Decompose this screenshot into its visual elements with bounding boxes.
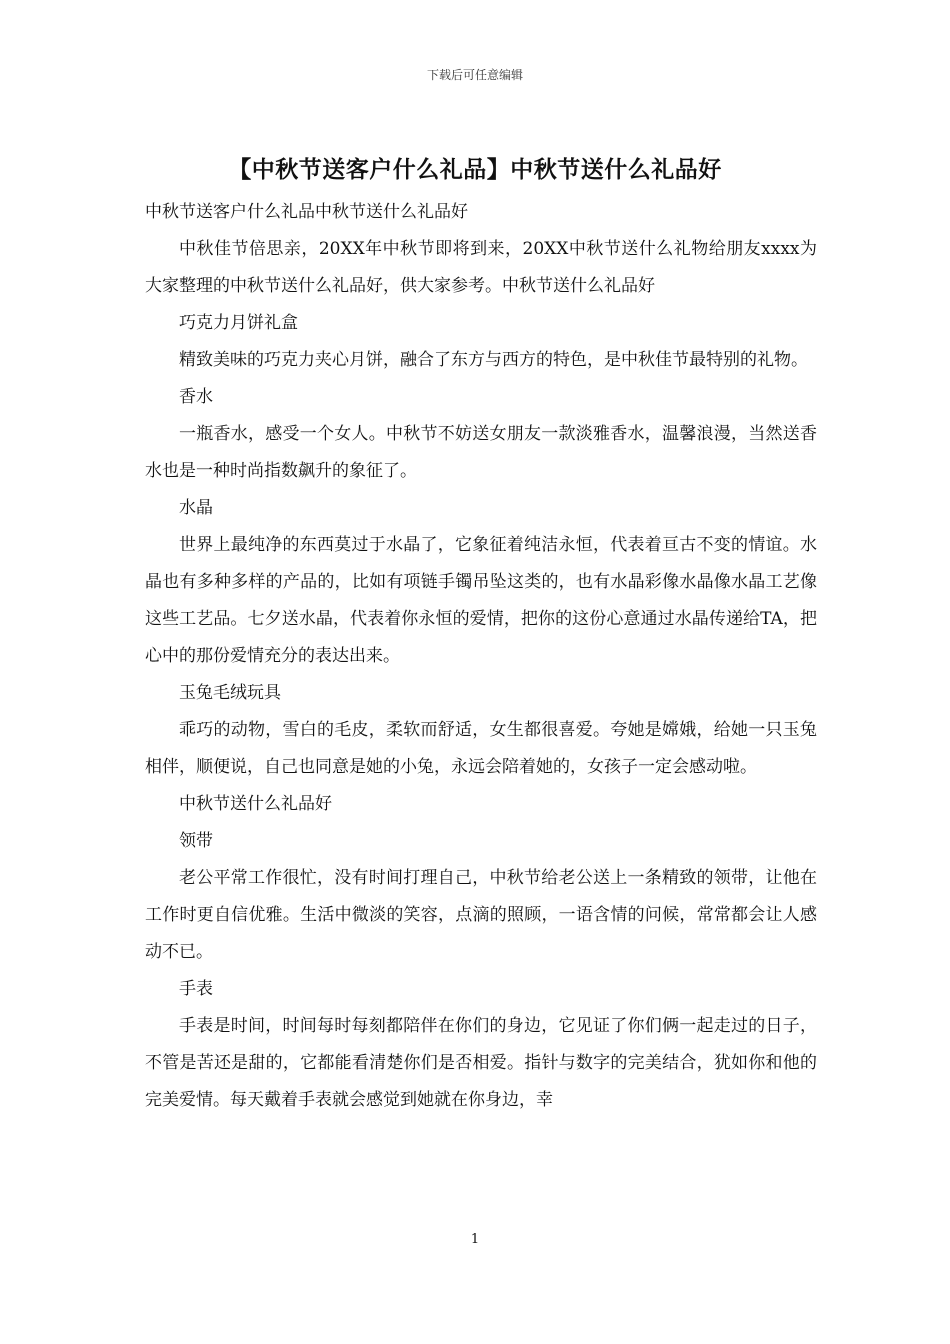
section-heading: 巧克力月饼礼盒 — [179, 313, 298, 333]
paragraph: 中秋节送客户什么礼品中秋节送什么礼品好 — [145, 202, 468, 222]
paragraph: 手表是时间，时间每时每刻都陪伴在你们的身边，它见证了你们俩一起走过的日子，不管是苦还是甜的，它都能看清楚你们是否相爱。指针与数字的完美结合，犹如你和他的完美爱情。每天戴着手表就会感觉到她就在你身边，幸 — [145, 1016, 817, 1110]
section-heading: 香水 — [179, 387, 213, 407]
section-heading: 中秋节送什么礼品好 — [179, 794, 332, 814]
section-heading: 玉兔毛绒玩具 — [179, 683, 281, 703]
page-header: 下载后可任意编辑 — [426, 68, 523, 82]
document-title: 【中秋节送客户什么礼品】中秋节送什么礼品好 — [228, 156, 722, 183]
page-number: 1 — [470, 1232, 480, 1247]
paragraph: 一瓶香水，感受一个女人。中秋节不妨送女朋友一款淡雅香水，温馨浪漫，当然送香水也是一种时尚指数飙升的象征了。 — [145, 424, 817, 481]
paragraph: 中秋佳节倍思亲，20XX年中秋节即将到来，20XX中秋节送什么礼物给朋友xxxx为大家整理的中秋节送什么礼品好，供大家参考。中秋节送什么礼品好 — [145, 239, 817, 296]
paragraph: 老公平常工作很忙，没有时间打理自己，中秋节给老公送上一条精致的领带，让他在工作时更自信优雅。生活中微淡的笑容，点滴的照顾，一语含情的问候，常常都会让人感动不已。 — [145, 868, 817, 962]
document-body — [145, 194, 817, 1119]
section-heading: 领带 — [179, 831, 213, 851]
section-heading: 手表 — [179, 979, 213, 999]
section-heading: 水晶 — [179, 498, 213, 518]
paragraph: 精致美味的巧克力夹心月饼，融合了东方与西方的特色，是中秋佳节最特别的礼物。 — [179, 350, 808, 370]
paragraph: 乖巧的动物，雪白的毛皮，柔软而舒适，女生都很喜爱。夸她是嫦娥，给她一只玉兔相伴，顺便说，自己也同意是她的小兔，永远会陪着她的，女孩子一定会感动啦。 — [145, 720, 817, 777]
paragraph: 世界上最纯净的东西莫过于水晶了，它象征着纯洁永恒，代表着亘古不变的情谊。水晶也有多种多样的产品的，比如有项链手镯吊坠这类的，也有水晶彩像水晶像水晶工艺像这些工艺品。七夕送水晶，代表着你永恒的爱情，把你的这份心意通过水晶传递给TA，把心中的那份爱情充分的表达出来。 — [145, 535, 817, 666]
